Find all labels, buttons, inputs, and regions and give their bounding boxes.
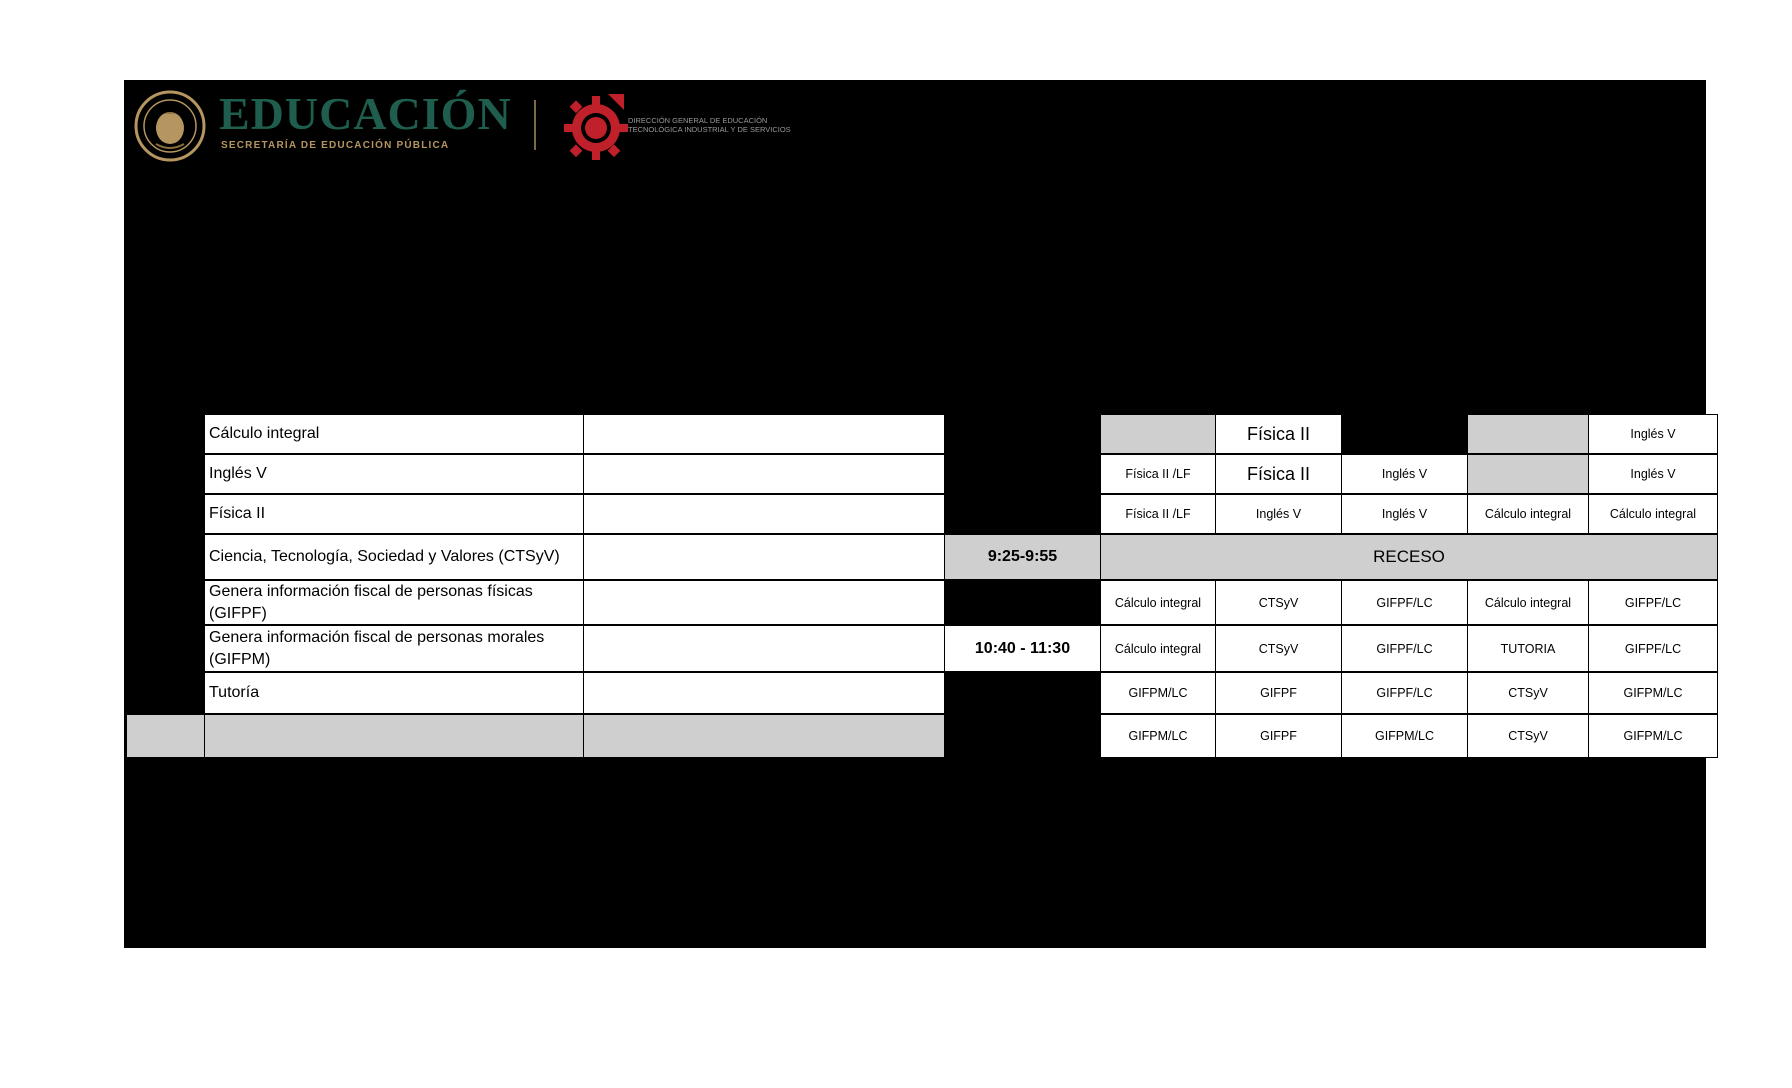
dgeti-gear-icon xyxy=(564,90,630,162)
dgeti-line-2: TECNOLÓGICA INDUSTRIAL Y DE SERVICIOS xyxy=(628,125,791,134)
schedule-cell: GIFPF/LC xyxy=(1341,625,1468,672)
schedule-cell: GIFPF xyxy=(1215,672,1342,714)
schedule-cell: GIFPF/LC xyxy=(1341,580,1468,625)
schedule-cell: GIFPF/LC xyxy=(1588,580,1718,625)
subject-teacher-cell xyxy=(583,625,945,672)
receso-banner: RECESO xyxy=(1100,534,1718,580)
total-row-cell xyxy=(583,714,945,758)
subject-teacher-cell xyxy=(583,672,945,714)
schedule-cell: GIFPM/LC xyxy=(1588,672,1718,714)
dgeti-line-1: DIRECCIÓN GENERAL DE EDUCACIÓN xyxy=(628,116,768,125)
schedule-cell xyxy=(1467,454,1589,494)
subject-name: Genera información fiscal de personas físicas (GIFPF) xyxy=(204,580,584,625)
subject-teacher-cell xyxy=(583,414,945,454)
total-row-cell xyxy=(126,714,205,758)
total-row-cell xyxy=(204,714,584,758)
schedule-cell: Inglés V xyxy=(1588,454,1718,494)
subject-name: Ciencia, Tecnología, Sociedad y Valores (CTSyV) xyxy=(204,534,584,580)
schedule-cell: GIFPM/LC xyxy=(1100,672,1216,714)
schedule-cell: Inglés V xyxy=(1341,494,1468,534)
schedule-cell: GIFPM/LC xyxy=(1341,714,1468,758)
subject-name: Física II xyxy=(204,494,584,534)
subject-teacher-cell xyxy=(583,580,945,625)
dgeti-name xyxy=(628,116,791,134)
schedule-cell: TUTORIA xyxy=(1467,625,1589,672)
header-divider xyxy=(534,100,536,150)
schedule-cell xyxy=(1467,414,1589,454)
schedule-cell: Cálculo integral xyxy=(1588,494,1718,534)
schedule-cell: GIFPF/LC xyxy=(1341,672,1468,714)
schedule-cell: Inglés V xyxy=(1215,494,1342,534)
schedule-cell: Cálculo integral xyxy=(1100,625,1216,672)
schedule-cell: Física II /LF xyxy=(1100,454,1216,494)
schedule-cell: GIFPM/LC xyxy=(1100,714,1216,758)
secretaria-subtitle: SECRETARÍA DE EDUCACIÓN PÚBLICA xyxy=(221,140,450,151)
subject-teacher-cell xyxy=(583,494,945,534)
schedule-cell xyxy=(1100,414,1216,454)
schedule-cell: Inglés V xyxy=(1588,414,1718,454)
schedule-cell: CTSyV xyxy=(1467,714,1589,758)
schedule-cell: CTSyV xyxy=(1467,672,1589,714)
subject-name: Genera información fiscal de personas morales (GIFPM) xyxy=(204,625,584,672)
schedule-cell: Cálculo integral xyxy=(1467,494,1589,534)
subject-name: Inglés V xyxy=(204,454,584,494)
schedule-cell: GIFPF xyxy=(1215,714,1342,758)
subject-teacher-cell xyxy=(583,534,945,580)
class-time: 10:40 - 11:30 xyxy=(944,625,1101,672)
subject-name: Cálculo integral xyxy=(204,414,584,454)
schedule-cell: CTSyV xyxy=(1215,625,1342,672)
schedule-cell: Cálculo integral xyxy=(1467,580,1589,625)
schedule-cell: Física II xyxy=(1215,414,1342,454)
receso-time: 9:25-9:55 xyxy=(944,534,1101,580)
schedule-cell: Física II xyxy=(1215,454,1342,494)
mexican-seal-icon xyxy=(132,90,208,162)
schedule-cell: CTSyV xyxy=(1215,580,1342,625)
schedule-cell: Física II /LF xyxy=(1100,494,1216,534)
subject-teacher-cell xyxy=(583,454,945,494)
schedule-cell: GIFPM/LC xyxy=(1588,714,1718,758)
schedule-cell: GIFPF/LC xyxy=(1588,625,1718,672)
subject-name: Tutoría xyxy=(204,672,584,714)
schedule-cell: Cálculo integral xyxy=(1100,580,1216,625)
schedule-cell: Inglés V xyxy=(1341,454,1468,494)
secretaria-title: EDUCACIÓN xyxy=(219,88,512,139)
